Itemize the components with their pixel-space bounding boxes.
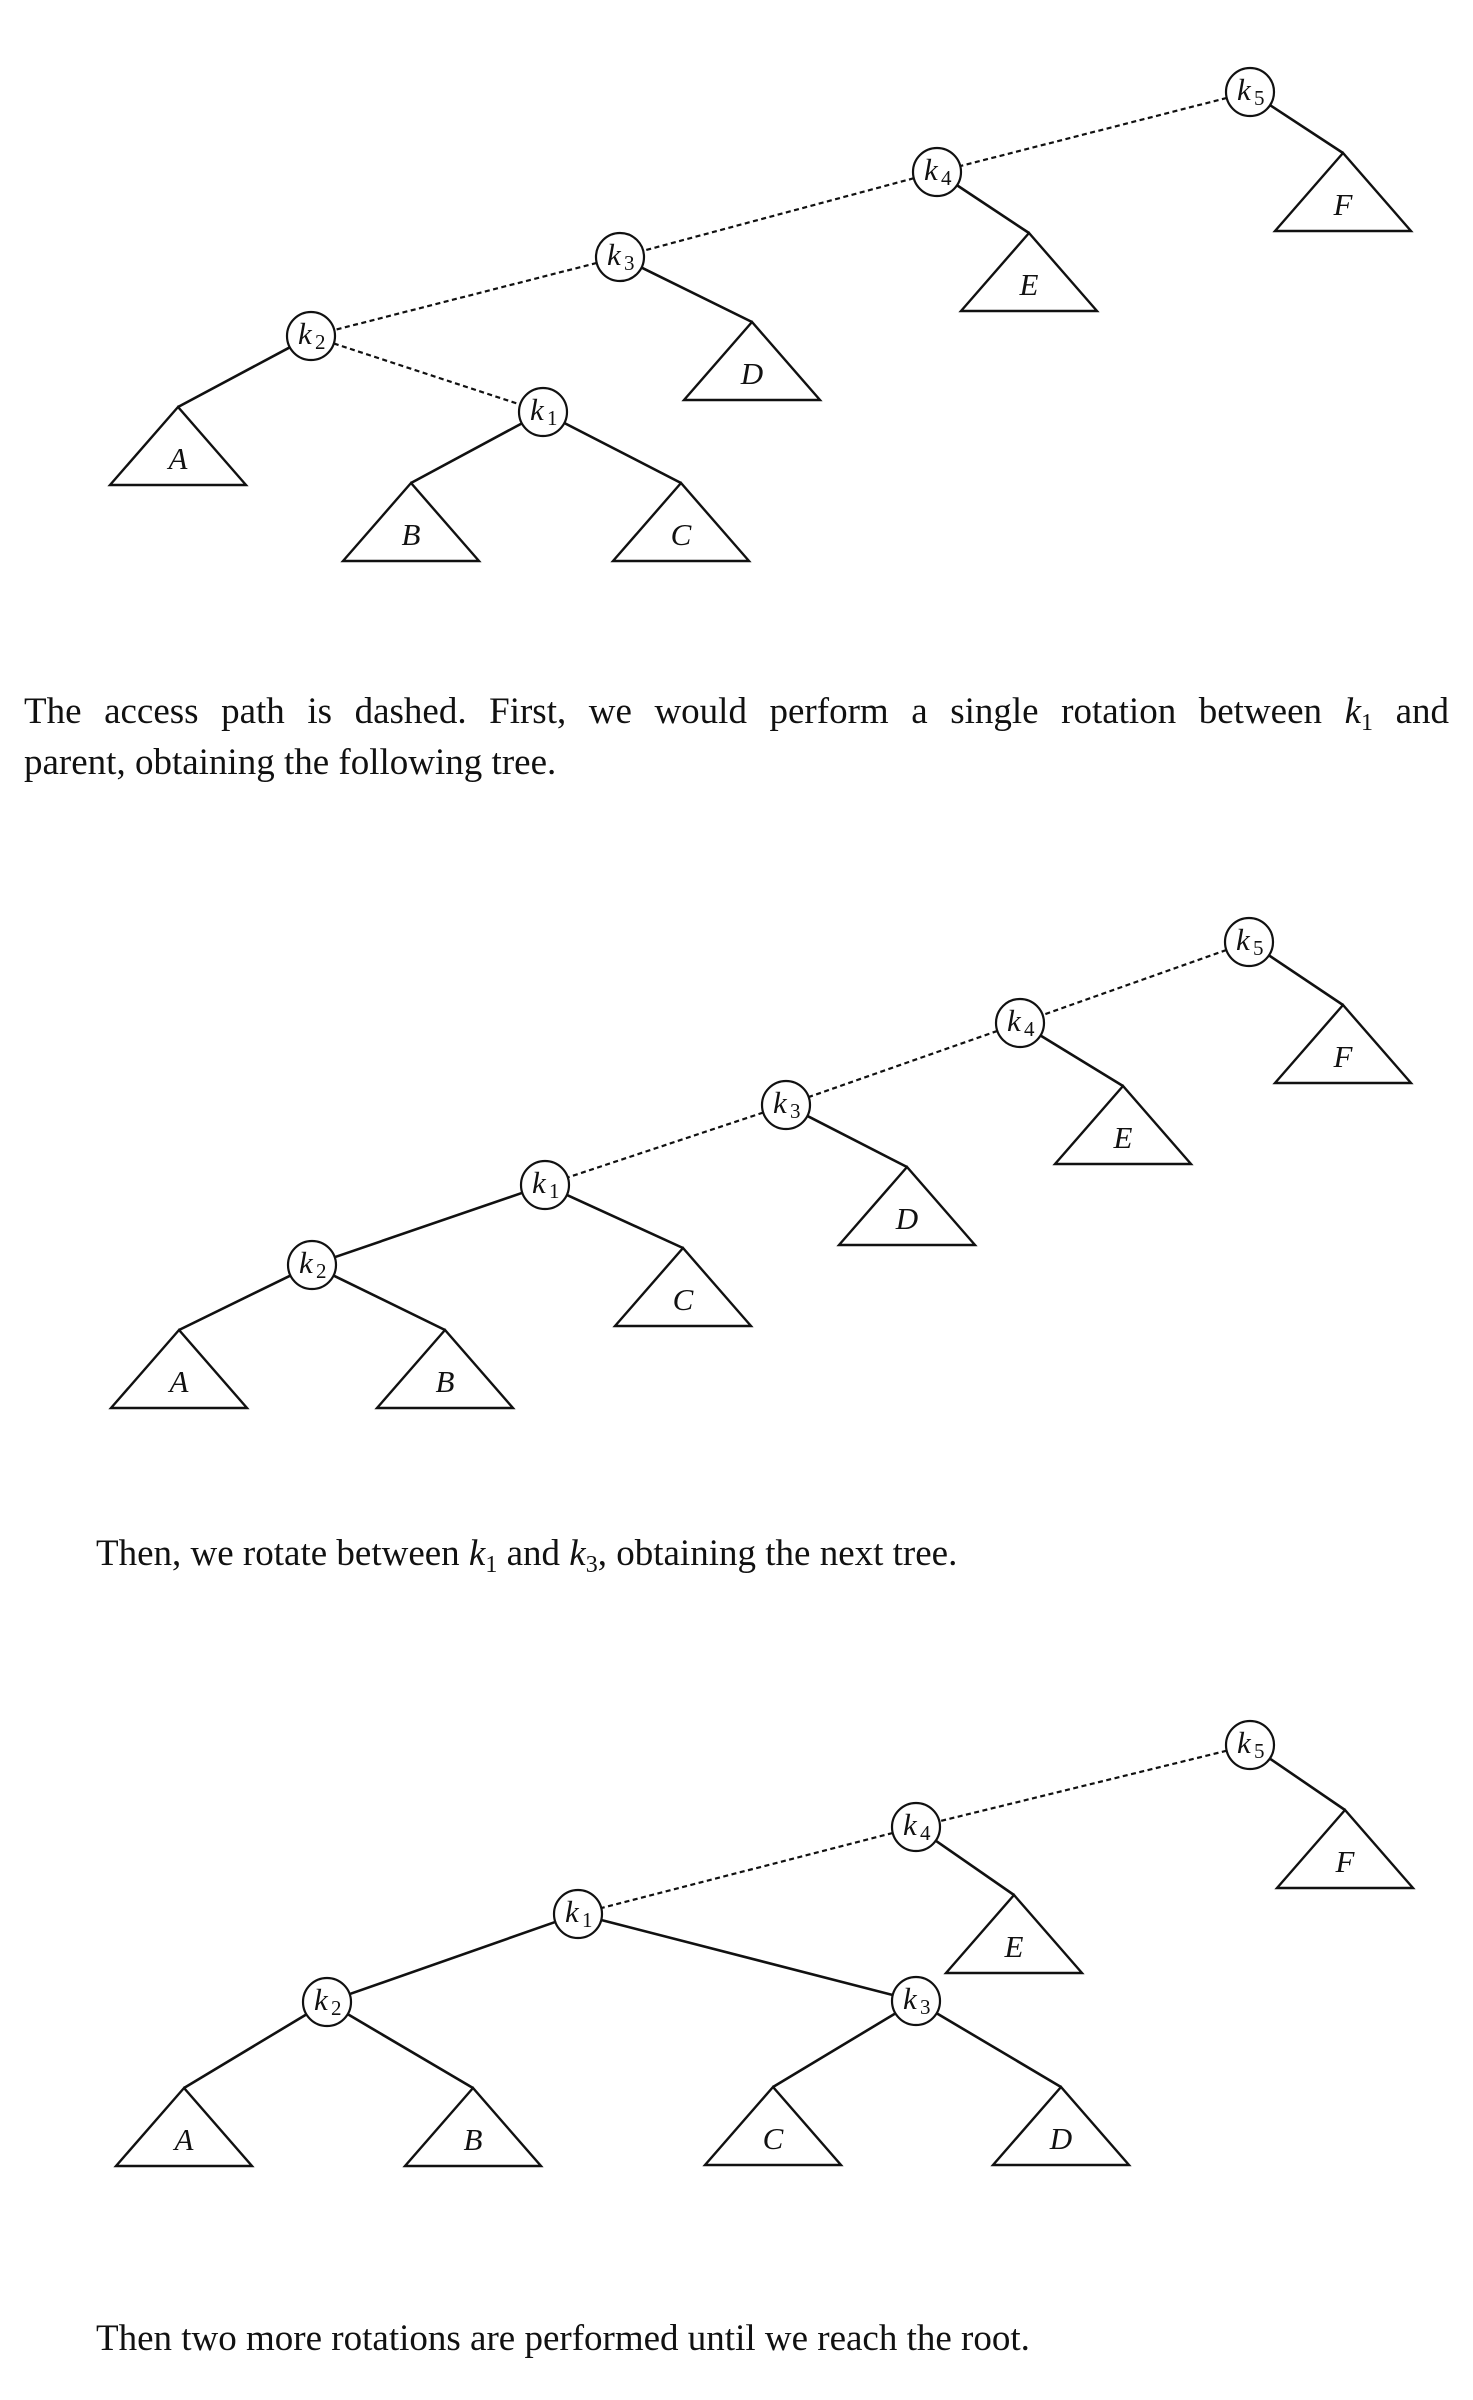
node-k2	[303, 1978, 351, 2026]
node-index: 5	[1253, 936, 1264, 960]
edge-k4-E	[936, 1841, 1014, 1895]
tree-initial	[110, 68, 1411, 561]
subtree-label: B	[401, 517, 421, 552]
edge-k5-k4-access-path	[960, 98, 1226, 166]
subtree-F	[1277, 1810, 1413, 1888]
node-k1	[519, 388, 567, 436]
edge-k1-C	[564, 423, 681, 483]
edge-k3-D	[937, 2013, 1061, 2087]
node-index: 2	[315, 330, 326, 354]
subtree-A	[110, 407, 246, 485]
node-k1	[521, 1161, 569, 1209]
subtree-E	[1055, 1086, 1191, 1164]
subtree-B	[377, 1330, 513, 1408]
edge-k2-k1-access-path	[334, 343, 520, 404]
subtree-label: D	[895, 1201, 919, 1236]
edge-k3-D	[807, 1116, 907, 1167]
subtree-D	[839, 1167, 975, 1245]
edge-k5-k4-access-path	[939, 1751, 1226, 1822]
edge-k3-k2-access-path	[334, 263, 596, 330]
edge-k1-C	[567, 1195, 683, 1248]
node-k5	[1226, 68, 1274, 116]
edge-k4-E	[957, 185, 1029, 233]
node-index: 2	[331, 1996, 342, 2020]
node-index: 3	[920, 1995, 931, 2019]
node-index: 1	[549, 1179, 560, 1203]
subtree-label: F	[1335, 1844, 1355, 1879]
subtree-label: C	[762, 2121, 784, 2156]
node-label: k	[607, 237, 621, 272]
subtree-C	[705, 2087, 841, 2165]
subtree-label: C	[672, 1282, 694, 1317]
subtree-A	[111, 1330, 247, 1408]
subtree-label: E	[1019, 267, 1039, 302]
tree-after-first-rotation	[111, 918, 1411, 1408]
node-label: k	[773, 1085, 787, 1120]
edge-k1-k3	[601, 1920, 893, 1995]
node-index: 5	[1254, 86, 1265, 110]
subtree-label: E	[1113, 1120, 1133, 1155]
edge-k1-k2	[350, 1922, 556, 1994]
node-index: 4	[1024, 1017, 1035, 1041]
edge-k2-A	[179, 1276, 290, 1330]
node-label: k	[565, 1894, 579, 1929]
edge-k3-C	[773, 2013, 895, 2087]
node-k4	[892, 1803, 940, 1851]
node-index: 1	[547, 406, 558, 430]
subtree-label: F	[1333, 187, 1353, 222]
edge-k5-F	[1270, 105, 1343, 153]
edge-k4-k3-access-path	[809, 1031, 998, 1097]
subtree-label: F	[1333, 1039, 1353, 1074]
subtree-label: D	[1049, 2121, 1073, 2156]
subtree-F	[1275, 1005, 1411, 1083]
node-index: 3	[790, 1099, 801, 1123]
edge-k4-E	[1040, 1036, 1123, 1086]
node-label: k	[298, 316, 312, 351]
subtree-C	[613, 483, 749, 561]
node-label: k	[530, 392, 544, 427]
caption-second-rotation: Then, we rotate between $k_1$ and $k_3$, obtaining the next tree.	[96, 1533, 958, 1578]
subtree-C	[615, 1248, 751, 1326]
subtree-label: A	[174, 2122, 194, 2157]
node-k4	[913, 148, 961, 196]
node-k2	[287, 312, 335, 360]
node-index: 1	[582, 1908, 593, 1932]
edge-k5-F	[1269, 955, 1343, 1005]
subtree-D	[684, 322, 820, 400]
caption-final-note: Then two more rotations are performed until we reach the root.	[96, 2318, 1030, 2359]
node-label: k	[1007, 1003, 1021, 1038]
node-k3	[762, 1081, 810, 1129]
edge-k3-k1-access-path	[568, 1113, 763, 1178]
caption-access-path-line1: The access path is dashed. First, we would perform a single rotation between $k_1$ and	[24, 691, 1449, 736]
edge-k3-D	[642, 268, 752, 322]
node-k3	[596, 233, 644, 281]
node-label: k	[903, 1807, 917, 1842]
edge-k4-k3-access-path	[643, 178, 914, 251]
node-index: 5	[1254, 1739, 1265, 1763]
node-label: k	[903, 1981, 917, 2016]
node-label: k	[532, 1165, 546, 1200]
node-label: k	[314, 1982, 328, 2017]
node-label: k	[1236, 922, 1250, 957]
edge-k5-F	[1270, 1759, 1345, 1810]
subtree-label: A	[168, 441, 188, 476]
subtree-B	[343, 483, 479, 561]
subtree-F	[1275, 153, 1411, 231]
edge-k1-B	[411, 423, 522, 483]
tree-after-second-rotation	[116, 1721, 1413, 2166]
node-k5	[1226, 1721, 1274, 1769]
caption-access-path	[24, 686, 1449, 788]
caption-access-path-line2: parent, obtaining the following tree.	[24, 742, 557, 783]
node-label: k	[1237, 72, 1251, 107]
subtree-E	[946, 1895, 1082, 1973]
subtree-E	[961, 233, 1097, 311]
node-label: k	[924, 152, 938, 187]
node-index: 4	[920, 1821, 931, 1845]
subtree-label: B	[463, 2122, 483, 2157]
subtree-label: B	[435, 1364, 455, 1399]
subtree-B	[405, 2088, 541, 2166]
edge-k2-A	[178, 347, 290, 407]
subtree-label: E	[1004, 1929, 1024, 1964]
node-k5	[1225, 918, 1273, 966]
node-index: 3	[624, 251, 635, 275]
edge-k4-k1-access-path	[601, 1833, 893, 1908]
node-k1	[554, 1890, 602, 1938]
node-k3	[892, 1977, 940, 2025]
subtree-A	[116, 2088, 252, 2166]
edge-k1-k2	[335, 1193, 523, 1257]
edge-k5-k4-access-path	[1043, 950, 1227, 1015]
subtree-label: C	[670, 517, 692, 552]
subtree-D	[993, 2087, 1129, 2165]
node-k4	[996, 999, 1044, 1047]
edge-k2-A	[184, 2014, 306, 2088]
node-index: 4	[941, 166, 952, 190]
edge-k2-B	[334, 1276, 445, 1330]
node-k2	[288, 1241, 336, 1289]
subtree-label: D	[740, 356, 764, 391]
edge-k2-B	[348, 2014, 473, 2088]
node-label: k	[299, 1245, 313, 1280]
node-index: 2	[316, 1259, 327, 1283]
subtree-label: A	[169, 1364, 189, 1399]
node-label: k	[1237, 1725, 1251, 1760]
